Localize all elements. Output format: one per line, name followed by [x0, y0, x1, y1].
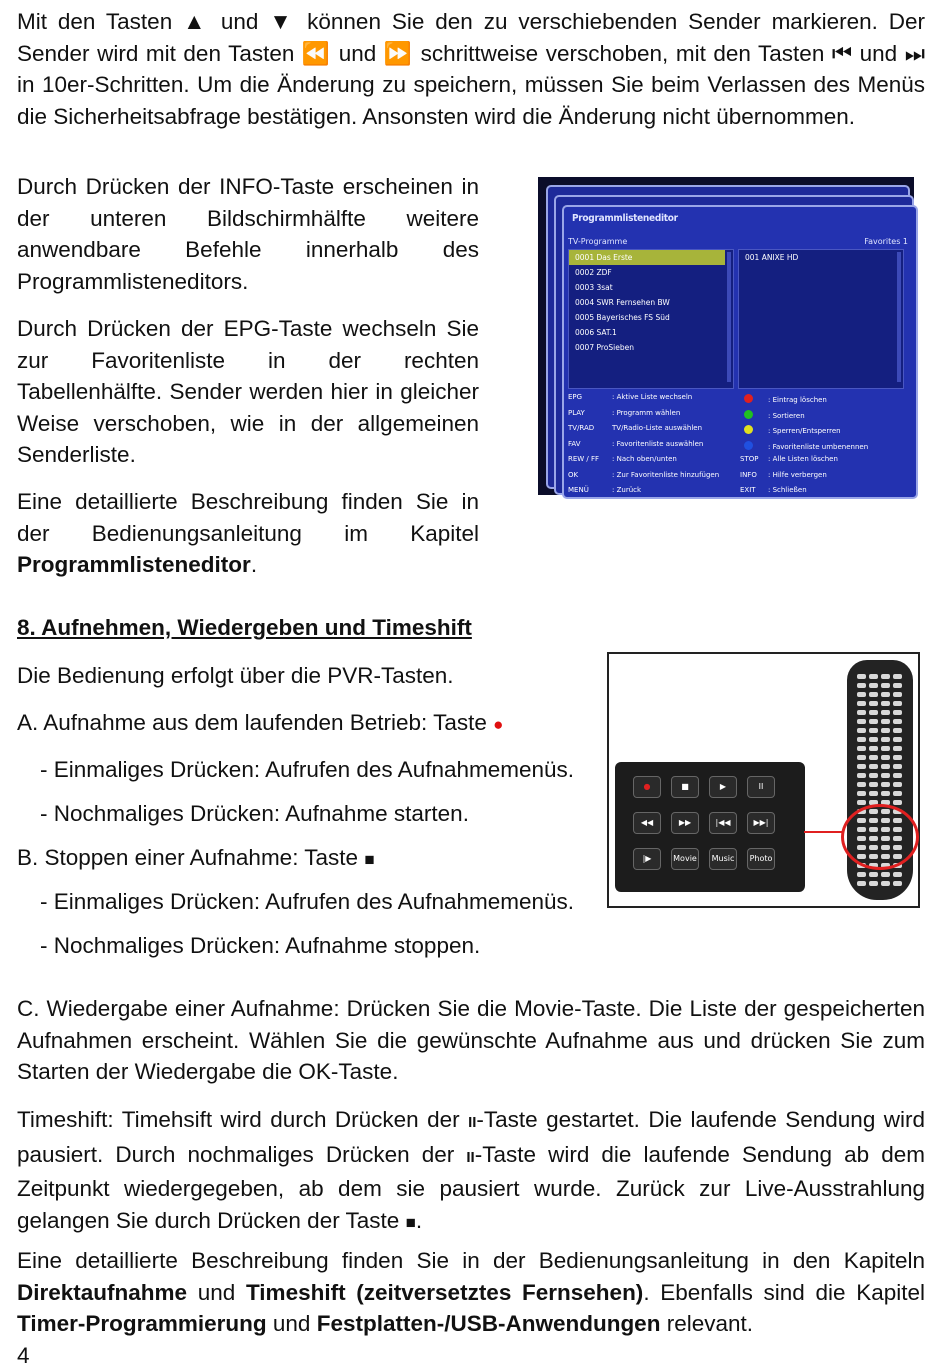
remote-button [857, 710, 866, 715]
remote-button [893, 737, 902, 742]
chapter-direktaufnahme: Direktaufnahme [17, 1279, 188, 1305]
channel-row[interactable]: 0003 3sat [575, 283, 613, 292]
remote-button [857, 791, 866, 796]
pvr-key[interactable]: Movie [671, 848, 699, 870]
remote-button [893, 764, 902, 769]
timeshift-text-1: Timeshift: Timehsift wird durch Drücken der [17, 1107, 469, 1132]
help-item: INFO : Hilfe verbergen [740, 470, 827, 479]
timeshift-text-3: -Taste wird die laufende Sendung ab dem Zeitpunkt wiedergegeben, ab dem sie pausiert wurde. Zurück zur Live-Ausstrahlung gelangen Sie durch Drücken der Taste [17, 1141, 925, 1233]
pvr-key[interactable]: |◀◀ [709, 812, 737, 834]
remote-button [893, 683, 902, 688]
help-item: STOP : Alle Listen löschen [740, 455, 838, 463]
remote-control-photo [607, 652, 920, 908]
pvr-key[interactable]: ■ [671, 776, 699, 798]
remote-button [893, 791, 902, 796]
item-a [17, 707, 503, 741]
remote-button [881, 746, 890, 751]
detail2-text: und [187, 1279, 246, 1305]
tv-channel-list [568, 249, 734, 389]
page-number: 4 [17, 1343, 30, 1368]
remote-button [857, 737, 866, 742]
help-item: TV/RAD TV/Radio-Liste auswählen [568, 424, 703, 432]
remote-button [857, 782, 866, 787]
callout-line [804, 831, 844, 833]
color-key-icon [744, 410, 753, 419]
remote-button [857, 701, 866, 706]
help-item: TEXT : Sendersuche [568, 501, 663, 510]
remote-button [857, 728, 866, 733]
remote-button [881, 872, 890, 877]
remote-button [893, 674, 902, 679]
chapter-timer: Timer-Programmierung [17, 1311, 267, 1336]
channel-row[interactable]: 0007 ProSieben [575, 343, 634, 352]
remote-button [857, 800, 866, 805]
section-intro: Die Bedienung erfolgt über die PVR-Tasten. [17, 663, 454, 688]
detail1-end: . [250, 552, 258, 577]
remote-button [893, 746, 902, 751]
remote-button [869, 764, 878, 769]
item-b [17, 842, 375, 876]
remote-button [869, 710, 878, 715]
record-symbol: ● [493, 715, 504, 734]
pvr-keys-closeup [615, 762, 805, 892]
timeshift-paragraph [17, 1104, 925, 1238]
detail1-text: Eine detaillierte Beschreibung finden Sie in der Bedienungsanleitung im Kapitel [17, 489, 479, 546]
remote-button [869, 692, 878, 697]
pvr-key[interactable]: ◀◀ [633, 812, 661, 834]
help-item: PLAY : Programm wählen [568, 408, 681, 417]
remote-button [881, 674, 890, 679]
remote-button [857, 881, 866, 886]
remote-button [881, 755, 890, 760]
remote-button [857, 872, 866, 877]
help-item: OK : Zur Favoritenliste hinzufügen [568, 470, 720, 479]
pvr-key[interactable]: ▶ [709, 776, 737, 798]
remote-button [881, 737, 890, 742]
chapter-timeshift: Timeshift (zeitversetztes Fernsehen) [245, 1279, 644, 1305]
pause-symbol: II [468, 1114, 477, 1131]
help-item: : Sortieren [740, 409, 805, 424]
channel-row[interactable]: 0004 SWR Fernsehen BW [575, 298, 670, 307]
info-paragraph: Durch Drücken der INFO-Taste erscheinen in der unteren Bildschirmhälfte weitere anwendbare Befehle innerhalb des Programmlisteneditors. [17, 174, 479, 294]
section-heading: 8. Aufnehmen, Wiedergeben und Timeshift [17, 615, 472, 640]
epg-paragraph: Durch Drücken der EPG-Taste wechseln Sie zur Favoritenliste in der rechten Tabellenhälfte. Sender werden hier in gleicher Weise verschoben, wie in der allgemeinen Senderliste. [17, 316, 479, 467]
remote-button [893, 719, 902, 724]
remote-button [893, 755, 902, 760]
program-list-editor-screenshot [538, 177, 914, 510]
pause-symbol: II [466, 1148, 475, 1166]
right-list-header: Favorites 1 [864, 237, 908, 246]
stop-symbol: ■ [364, 850, 375, 869]
color-key-icon [744, 394, 753, 403]
remote-button [869, 746, 878, 751]
pvr-key[interactable]: ● [633, 776, 661, 798]
editor-window [562, 205, 918, 510]
channel-row[interactable]: 0001 Das Erste [569, 250, 725, 265]
remote-button [893, 728, 902, 733]
remote-button [893, 881, 902, 886]
help-item: : Favoritenliste umbenennen [740, 440, 868, 455]
detail-paragraph-1 [17, 486, 479, 581]
channel-row[interactable]: 0006 SAT.1 [575, 328, 617, 337]
remote-button [869, 674, 878, 679]
stop-symbol: ■ [405, 1212, 416, 1232]
remote-button [869, 701, 878, 706]
detail2-end: relevant. [660, 1311, 754, 1336]
remote-button [857, 683, 866, 688]
remote-button [881, 791, 890, 796]
item-c: C. Wiedergabe einer Aufnahme: Drücken Sie die Movie-Taste. Die Liste der gespeicherten Aufnahmen erscheint. Wählen Sie die gewünschte Aufnahme aus und drücken Sie zum Starten der Wiedergabe die OK-Taste. [17, 996, 925, 1084]
remote-button [893, 773, 902, 778]
scrollbar [727, 252, 731, 382]
help-item: : Sperren/Entsperren [740, 424, 841, 439]
remote-button [869, 737, 878, 742]
help-item: FAV : Favoritenliste auswählen [568, 439, 704, 448]
remote-button [881, 782, 890, 787]
remote-button [857, 692, 866, 697]
remote-button [857, 755, 866, 760]
remote-button [857, 773, 866, 778]
remote-button [881, 719, 890, 724]
remote-button [881, 773, 890, 778]
item-a1: - Einmaliges Drücken: Aufrufen des Aufnahmemenüs. [40, 757, 575, 782]
highlight-circle [841, 804, 919, 870]
remote-button [893, 800, 902, 805]
remote-button [869, 782, 878, 787]
remote-button [869, 755, 878, 760]
pvr-key[interactable]: ▶▶| [747, 812, 775, 834]
remote-button [893, 692, 902, 697]
remote-button [881, 710, 890, 715]
channel-row[interactable]: 001 ANIXE HD [745, 253, 799, 262]
remote-button [869, 881, 878, 886]
scrollbar [897, 252, 901, 382]
remote-button [857, 764, 866, 769]
remote-button [869, 791, 878, 796]
detail2-text: . Ebenfalls sind die Kapitel [643, 1279, 925, 1305]
remote-button [893, 872, 902, 877]
help-item: EXIT : Schließen [740, 486, 807, 494]
favorites-list [738, 249, 904, 389]
item-a2: - Nochmaliges Drücken: Aufnahme starten. [40, 801, 469, 826]
pvr-key[interactable]: Music [709, 848, 737, 870]
remote-button [869, 728, 878, 733]
channel-row[interactable]: 0002 ZDF [575, 268, 612, 277]
timeshift-text-2: -Taste gestartet. Die laufende Sendung wird pausiert. Durch nochmaliges Drücken der [17, 1107, 926, 1167]
remote-button [881, 683, 890, 688]
item-b-label: B. Stoppen einer Aufnahme: Taste [17, 845, 365, 870]
detail-paragraph-2 [17, 1245, 925, 1340]
help-item: EPG : Aktive Liste wechseln [568, 393, 693, 401]
remote-button [881, 881, 890, 886]
remote-button [857, 746, 866, 751]
item-a-label: A. Aufnahme aus dem laufenden Betrieb: Taste [17, 710, 494, 735]
help-item: : Eintrag löschen [740, 393, 827, 408]
remote-button [881, 764, 890, 769]
chapter-hdd-usb: Festplatten-/USB-Anwendungen [316, 1311, 661, 1336]
item-b2: - Nochmaliges Drücken: Aufnahme stoppen. [40, 933, 481, 958]
pvr-key[interactable]: Photo [747, 848, 775, 870]
pvr-key[interactable]: ▶▶ [671, 812, 699, 834]
color-key-icon [744, 441, 753, 450]
remote-button [857, 674, 866, 679]
remote-button [869, 719, 878, 724]
remote-button [893, 701, 902, 706]
pvr-key[interactable]: |▶ [633, 848, 661, 870]
left-list-header: TV-Programme [568, 237, 628, 246]
remote-button [881, 728, 890, 733]
channel-row[interactable]: 0005 Bayerisches FS Süd [575, 313, 670, 322]
remote-button [869, 872, 878, 877]
remote-button [869, 683, 878, 688]
item-b1: - Einmaliges Drücken: Aufrufen des Aufnahmemenüs. [40, 889, 575, 914]
remote-button [869, 773, 878, 778]
detail2-text: Eine detaillierte Beschreibung finden Sie in der Bedienungsanleitung in den Kapiteln [17, 1248, 925, 1273]
pvr-key[interactable]: II [747, 776, 775, 798]
detail1-chapter: Programmlisteneditor [17, 552, 251, 577]
remote-button [857, 719, 866, 724]
color-key-icon [744, 425, 753, 434]
help-item: REW / FF : Nach oben/unten [568, 455, 677, 463]
help-item: MENÜ : Zurück [568, 486, 642, 494]
remote-button [881, 692, 890, 697]
detail2-text: und [266, 1311, 317, 1336]
intro-paragraph: Mit den Tasten ▲ und ▼ können Sie den zu verschiebenden Sender markieren. Der Sender wird mit den Tasten ⏪ und ⏩ schrittweise verschoben, mit den Tasten ⏮ und ⏭ in 10er-Schritten. Um die Änderung zu speichern, müssen Sie beim Verlassen des Menüs die Sicherheitsabfrage bestätigen. Ansonsten wird die Änderung nicht übernommen. [17, 9, 925, 129]
remote-button [893, 710, 902, 715]
timeshift-text-4: . [415, 1207, 423, 1233]
remote-button [893, 782, 902, 787]
editor-title: Programmlisteneditor [572, 213, 678, 224]
remote-button [881, 701, 890, 706]
